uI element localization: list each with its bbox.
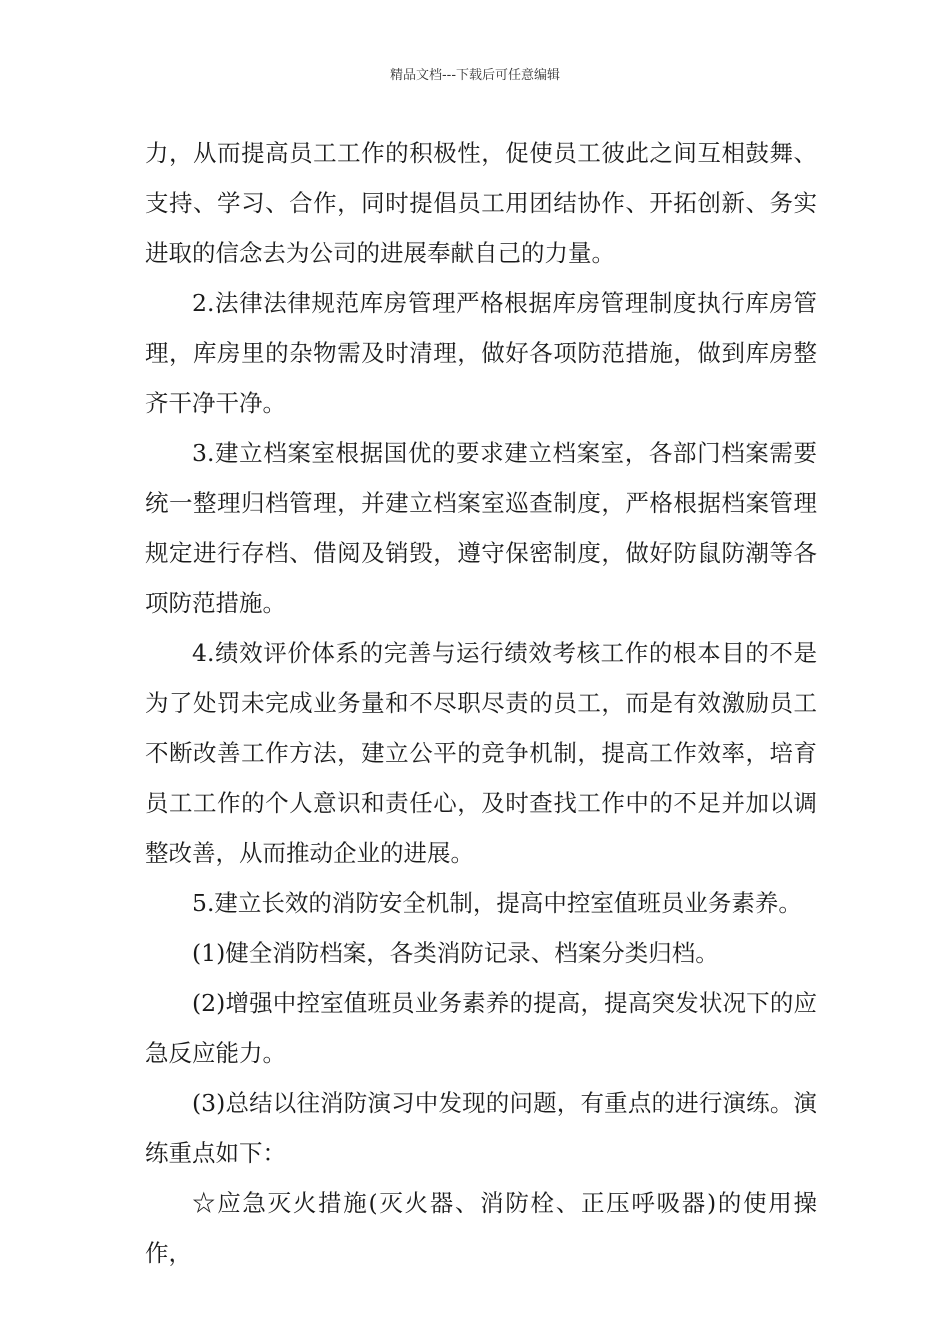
paragraph-warehouse: 2.法律法律规范库房管理严格根据库房管理制度执行库房管理，库房里的杂物需及时清理，做好各项防范措施，做到库房整齐干净干净。 [145,289,817,417]
paragraph-star-item: ☆应急灭火措施(灭火器、消防栓、正压呼吸器)的使用操作， [145,1189,817,1267]
paragraph-item-3: (3)总结以往消防演习中发现的问题，有重点的进行演练。演练重点如下： [145,1089,817,1167]
document-body [145,128,817,1278]
paragraph-fire-safety: 5.建立长效的消防安全机制，提高中控室值班员业务素养。 [192,889,802,917]
paragraph-archive: 3.建立档案室根据国优的要求建立档案室，各部门档案需要统一整理归档管理，并建立档案室巡查制度，严格根据档案管理规定进行存档、借阅及销毁，遵守保密制度，做好防鼠防潮等各项防范措施。 [145,439,817,617]
paragraph-item-2: (2)增强中控室值班员业务素养的提高，提高突发状况下的应急反应能力。 [145,989,817,1067]
paragraph-item-1: (1)健全消防档案，各类消防记录、档案分类归档。 [192,939,719,967]
page-header: 精品文档---下载后可任意编辑 [389,68,561,83]
paragraph-performance: 4.绩效评价体系的完善与运行绩效考核工作的根本目的不是为了处罚未完成业务量和不尽职尽责的员工，而是有效激励员工不断改善工作方法，建立公平的竞争机制，提高工作效率，培育员工工作的个人意识和责任心，及时查找工作中的不足并加以调整改善，从而推动企业的进展。 [145,639,817,867]
paragraph-continuation: 力，从而提高员工工作的积极性，促使员工彼此之间互相鼓舞、支持、学习、合作，同时提倡员工用团结协作、开拓创新、务实进取的信念去为公司的进展奉献自己的力量。 [145,139,817,267]
